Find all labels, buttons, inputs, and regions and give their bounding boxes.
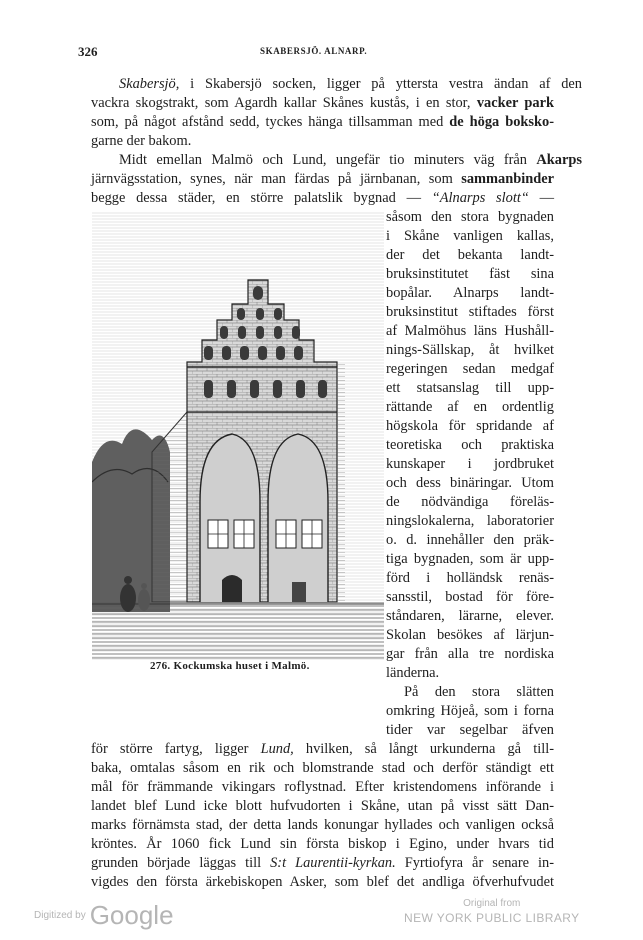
text-line: mål för främmande vikingars roflystnad. Efter kristendomens införande i <box>91 779 554 795</box>
text-line: de nödvändiga föreläs- <box>386 494 554 510</box>
building-illustration <box>92 212 384 660</box>
text-line: bruksinstitutet fäst sina <box>386 266 554 282</box>
text-line: o. d. innehåller den präk- <box>386 532 554 548</box>
text-line: nings-Sällskap, åt hvilket <box>386 342 554 358</box>
text-line: sansstil, bostad för före- <box>386 589 554 605</box>
text-line: grunden började läggas till S:t Laurentii-kyrkan. Fyrtiofyra år senare in- <box>91 855 554 871</box>
library-watermark <box>404 898 579 925</box>
text-line: regeringen sedan medgaf <box>386 361 554 377</box>
text-line: kunskaper i jordbruket <box>386 456 554 472</box>
text-line: af Malmöhus läns Hushåll- <box>386 323 554 339</box>
text-line: landet blef Lund icke blott hufvudorten i Skåne, utan på visst sätt Dan- <box>91 798 554 814</box>
text-line: vackra skogstrakt, som Agardh kallar Skånes kustås, i en stor, vacker park <box>91 95 555 111</box>
digitized-label: Digitized by <box>34 910 86 921</box>
text-line: ett statsanslag till upp- <box>386 380 554 396</box>
text-line: rättande af en ordentlig <box>386 399 554 415</box>
text-line: tider var segelbar äfven <box>386 722 554 738</box>
page-number: 326 <box>78 44 98 59</box>
text-line: garne der bakom. <box>91 133 192 149</box>
text-line: baka, omtalas såsom en rik och blomstrande stad och derför ständigt ett <box>91 760 554 776</box>
text-line: för större fartyg, ligger Lund, hvilken, så långt urkunderna gå till- <box>91 741 554 757</box>
text-line: Midt emellan Malmö och Lund, ungefär tio minuters väg från Akarps <box>119 152 582 168</box>
google-logo: Google <box>89 900 174 930</box>
text-line: der det bekanta landt- <box>386 247 554 263</box>
running-title: SKABERSJÖ. ALNARP. <box>260 46 368 56</box>
text-line: i Skåne vanligen kallas, <box>386 228 554 244</box>
building-engraving <box>92 212 384 660</box>
text-line: såsom den stora bygnaden <box>386 209 554 225</box>
text-line: kröntes. År 1060 fick Lund sin första biskop i Egino, under hvars tid <box>91 836 554 852</box>
text-line: omkring Höjeå, som i forna <box>386 703 554 719</box>
text-line: teoretiska och praktiska <box>386 437 554 453</box>
figure-caption: 276. Kockumska huset i Malmö. <box>150 660 310 672</box>
library-name: NEW YORK PUBLIC LIBRARY <box>404 911 580 925</box>
text-line: marks förnämsta stad, der detta lands konungar hyllades och vanligen också <box>91 817 554 833</box>
text-line: förd i holländsk renäs- <box>386 570 554 586</box>
text-line: och dess binäringar. Utom <box>386 475 554 491</box>
text-line: järnvägsstation, synes, när man färdas på järnbanan, som sammanbinder <box>91 171 554 187</box>
text-line: ningslokalerna, laboratorier <box>386 513 554 529</box>
text-line: vigdes den första ärkebiskopen Asker, som blef det andliga öfverhufvudet <box>91 874 554 890</box>
text-line: bruksinstitut stiftades först <box>386 304 554 320</box>
text-line: Skolan besökes af lärjun- <box>386 627 554 643</box>
text-line: På den stora slätten <box>404 684 554 700</box>
text-line: begge dessa städer, en större palatslik bygnad — “Alnarps slott“ — <box>91 190 554 206</box>
text-line: tiga bygnaden, som är upp- <box>386 551 554 567</box>
text-line: som, på något afstånd sedd, tyckes hänga tillsamman med de höga boksko- <box>91 114 554 130</box>
text-line: gar från alla tre nordiska <box>386 646 554 662</box>
text-line: högskola för spridande af <box>386 418 554 434</box>
original-from-label: Original from <box>463 898 521 909</box>
text-line: bopålar. Alnarps landt- <box>386 285 554 301</box>
text-line: ståndaren, lärarne, elever. <box>386 608 554 624</box>
text-line: länderna. <box>386 665 440 681</box>
google-watermark <box>34 900 174 931</box>
text-line: Skabersjö, i Skabersjö socken, ligger på yttersta vestra ändan af den <box>119 76 582 92</box>
